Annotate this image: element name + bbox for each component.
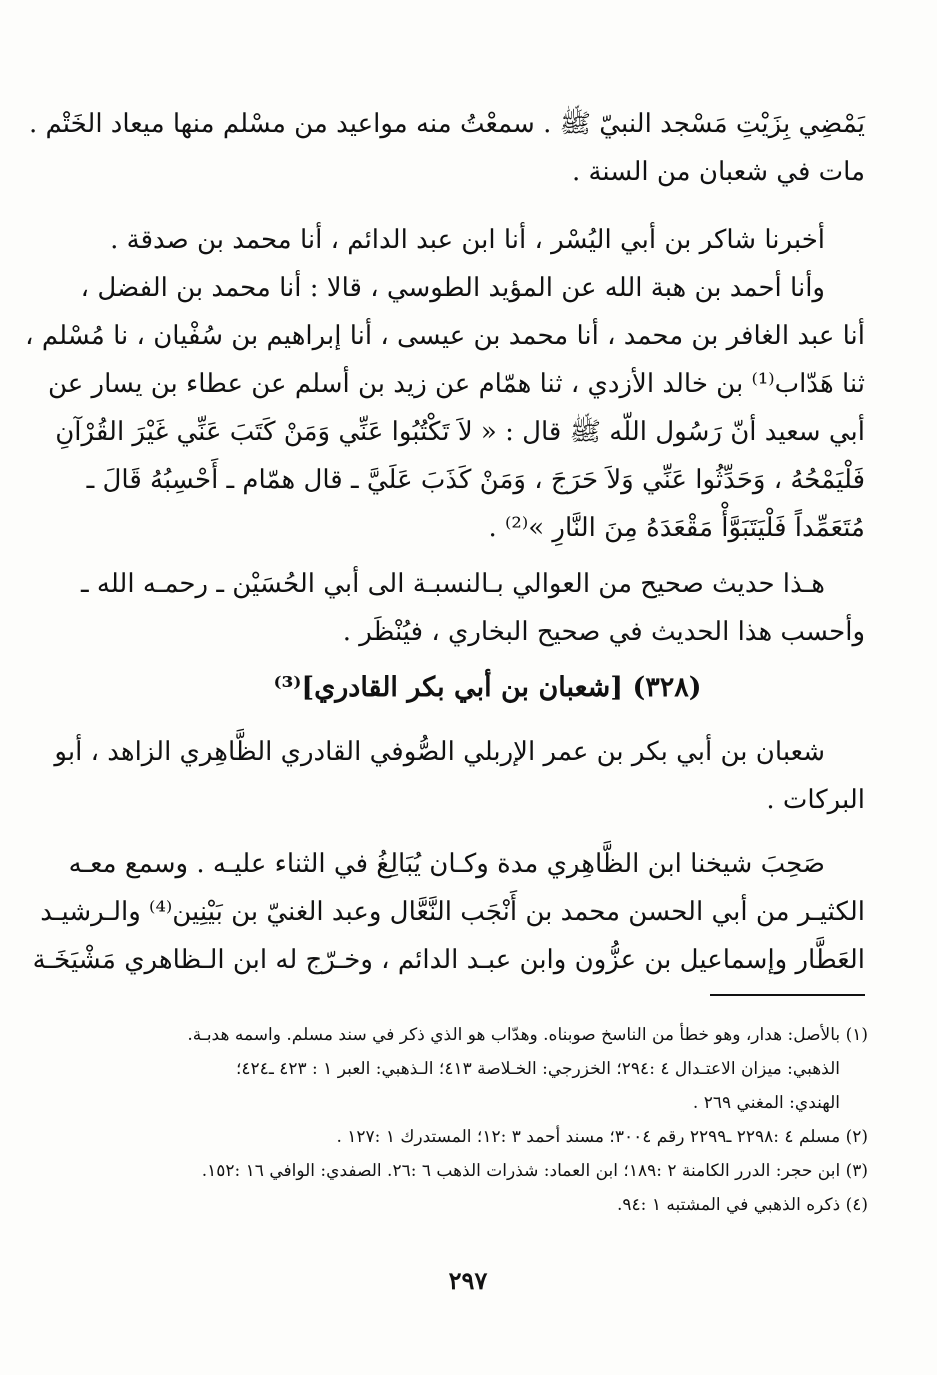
paragraph-2 (25, 216, 865, 552)
footnote-divider (710, 994, 865, 996)
footnote-line: (٣) ابن حجر: الدرر الكامنة ٢ :١٨٩؛ ابن العماد: شذرات الذهب ٦ :٢٦. الصفدي: الوافي ١٦ :١٥٢. (201, 1161, 868, 1181)
text-line: ثنا هَدّاب⁽¹⁾ بن خالد الأزدي ، ثنا همّام عن زيد بن أسلم عن عطاء بن يسار عن (47, 369, 865, 399)
entry-heading: (٣٢٨) [شعبان بن أبي بكر القادري]⁽³⁾ (273, 672, 702, 703)
text-line: مُتَعَمِّداً فَلْيَتَبَوَّأْ مَقْعَدَهُ مِنَ النَّارِ »⁽²⁾ . (488, 513, 865, 543)
footnote-line: الهندي: المغني ٢٦٩ . (692, 1093, 840, 1113)
text-line: الكثيـر من أبي الحسن محمد بن أَنْجَب النَّعَّال وعبد الغنيّ بن بَيْنِين⁽⁴⁾ والـرشيـد (40, 897, 865, 927)
text-line: شعبان بن أبي بكر بن عمر الإربلي الصُّوفي القادري الظَّاهِري الزاهد ، أبو (54, 737, 825, 767)
text-line: هـذا حديث صحيح من العوالي بـالنسبـة الى أبي الحُسَيْن ـ رحمـه الله ـ (81, 569, 825, 599)
text-line: مات في شعبان من السنة . (571, 157, 865, 187)
footnotes (118, 1018, 868, 1222)
text-line: البركات . (766, 785, 865, 815)
text-line: وأنا أحمد بن هبة الله عن المؤيد الطوسي ، قالا : أنا محمد بن الفضل ، (80, 273, 825, 303)
text-line: أخبرنا شاكر بن أبي اليُسْر ، أنا ابن عبد الدائم ، أنا محمد بن صدقة . (110, 225, 825, 255)
paragraph-5 (32, 840, 865, 984)
text-line: يَمْضِي بِزَيْتِ مَسْجد النبيّ ﷺ . سمعْتُ منه مواعيد من مسْلم منها ميعاد الخَتْم . (28, 109, 865, 139)
text-line: فَلْيَمْحُهُ ، وَحَدِّثُوا عَنِّي وَلاَ حَرَجَ ، وَمَنْ كَذَبَ عَلَيَّ ـ قال همّام ـ أَحْسِبُهُ قَالَ ـ (86, 465, 865, 495)
footnote-line: الذهبي: ميزان الاعتـدال ٤ :٢٩٤؛ الخزرجي: الخـلاصة ٤١٣؛ الـذهبي: العبر ١ : ٤٢٣ ـ٤٢٤؛ (236, 1059, 840, 1079)
text-line: صَحِبَ شيخنا ابن الظَّاهِري مدة وكـان يُبَالِغُ في الثناء عليـه . وسمع معـه (68, 849, 825, 879)
text-line: العَطَّار وإسماعيل بن عزُّون وابن عبـد الدائم ، وخـرّج له ابن الـظاهري مَشْيَخَـة (32, 945, 865, 975)
page-number: ٢٩٧ (448, 1266, 488, 1295)
text-line: وأحسب هذا الحديث في صحيح البخاري ، فيُنْظَر . (342, 617, 865, 647)
text-line: أبي سعيد أنّ رَسُول اللّه ﷺ قال : « لاَ تَكْتُبُوا عَنِّي وَمَنْ كَتَبَ عَنِّي غَيْرَ القُرْآنِ (55, 417, 865, 447)
paragraph-1 (28, 100, 865, 196)
footnote-line: (٤) ذكره الذهبي في المشتبه ١ :٩٤. (617, 1195, 868, 1215)
paragraph-4 (54, 728, 865, 824)
text-line: أنا عبد الغافر بن محمد ، أنا محمد بن عيسى ، أنا إبراهيم بن سُفْيان ، نا مُسْلم ، (25, 321, 865, 351)
footnote-line: (١) بالأصل: هدار، وهو خطأ من الناسخ صوبناه. وهدّاب هو الذي ذكر في سند مسلم. واسمه هدبـة. (187, 1025, 868, 1045)
paragraph-3 (81, 560, 865, 656)
footnote-line: (٢) مسلم ٤ :٢٢٩٨ ـ٢٢٩٩ رقم ٣٠٠٤؛ مسند أحمد ٣ :١٢؛ المستدرك ١ :١٢٧ . (336, 1127, 868, 1147)
